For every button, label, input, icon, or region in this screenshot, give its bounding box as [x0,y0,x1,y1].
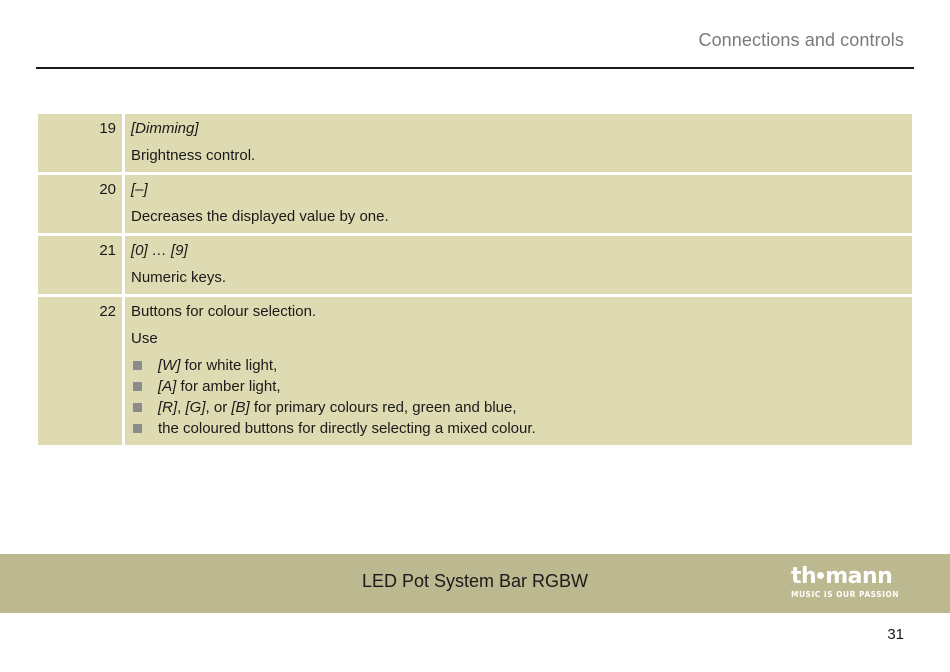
row-number: 20 [38,175,122,233]
list-item [131,355,906,376]
table-row [38,114,912,172]
separator: , [177,399,186,416]
logo-text-right: mann [825,564,893,589]
key-label: [B] [231,399,250,416]
row-description [125,175,912,233]
logo-tagline: MUSIC IS OUR PASSION [791,590,900,599]
list-item [131,397,906,418]
list-item [131,376,906,397]
logo-text-left: th [791,564,817,589]
control-title: Buttons for colour selection. [131,303,317,320]
control-label: [0] … [9] [131,242,188,259]
product-title: LED Pot System Bar RGBW [361,571,589,591]
logo-dot-icon [817,572,824,579]
header-divider [36,67,914,69]
control-label: [–] [131,181,148,198]
row-description [125,297,912,445]
table-row [38,236,912,294]
table-row [38,297,912,445]
key-label: [W] [158,357,181,374]
item-text: for amber light, [176,378,281,395]
use-label: Use [131,330,158,347]
row-number: 21 [38,236,122,294]
item-text: the coloured buttons for directly selecting a mixed colour. [158,420,536,437]
logo-wordmark [791,566,907,588]
control-label: [Dimming] [131,120,199,137]
key-label: [G] [185,399,206,416]
control-text: Decreases the displayed value by one. [131,208,389,225]
bullet-square-icon [133,403,142,412]
row-number: 22 [38,297,122,445]
controls-table [38,114,912,445]
page-number: 31 [887,626,904,643]
section-title: Connections and controls [698,30,904,50]
footer-band [0,554,950,613]
bullet-square-icon [133,361,142,370]
item-text: for primary colours red, green and blue, [249,399,517,416]
colour-button-list [131,355,906,439]
row-description [125,114,912,172]
key-label: [R] [158,399,178,416]
key-label: [A] [158,378,177,395]
row-description [125,236,912,294]
control-text: Numeric keys. [131,269,227,286]
row-number: 19 [38,114,122,172]
item-text: for white light, [180,357,278,374]
bullet-square-icon [133,424,142,433]
thomann-logo [791,566,907,599]
control-text: Brightness control. [131,147,256,164]
separator: , or [205,399,232,416]
table-row [38,175,912,233]
bullet-square-icon [133,382,142,391]
list-item [131,418,906,439]
